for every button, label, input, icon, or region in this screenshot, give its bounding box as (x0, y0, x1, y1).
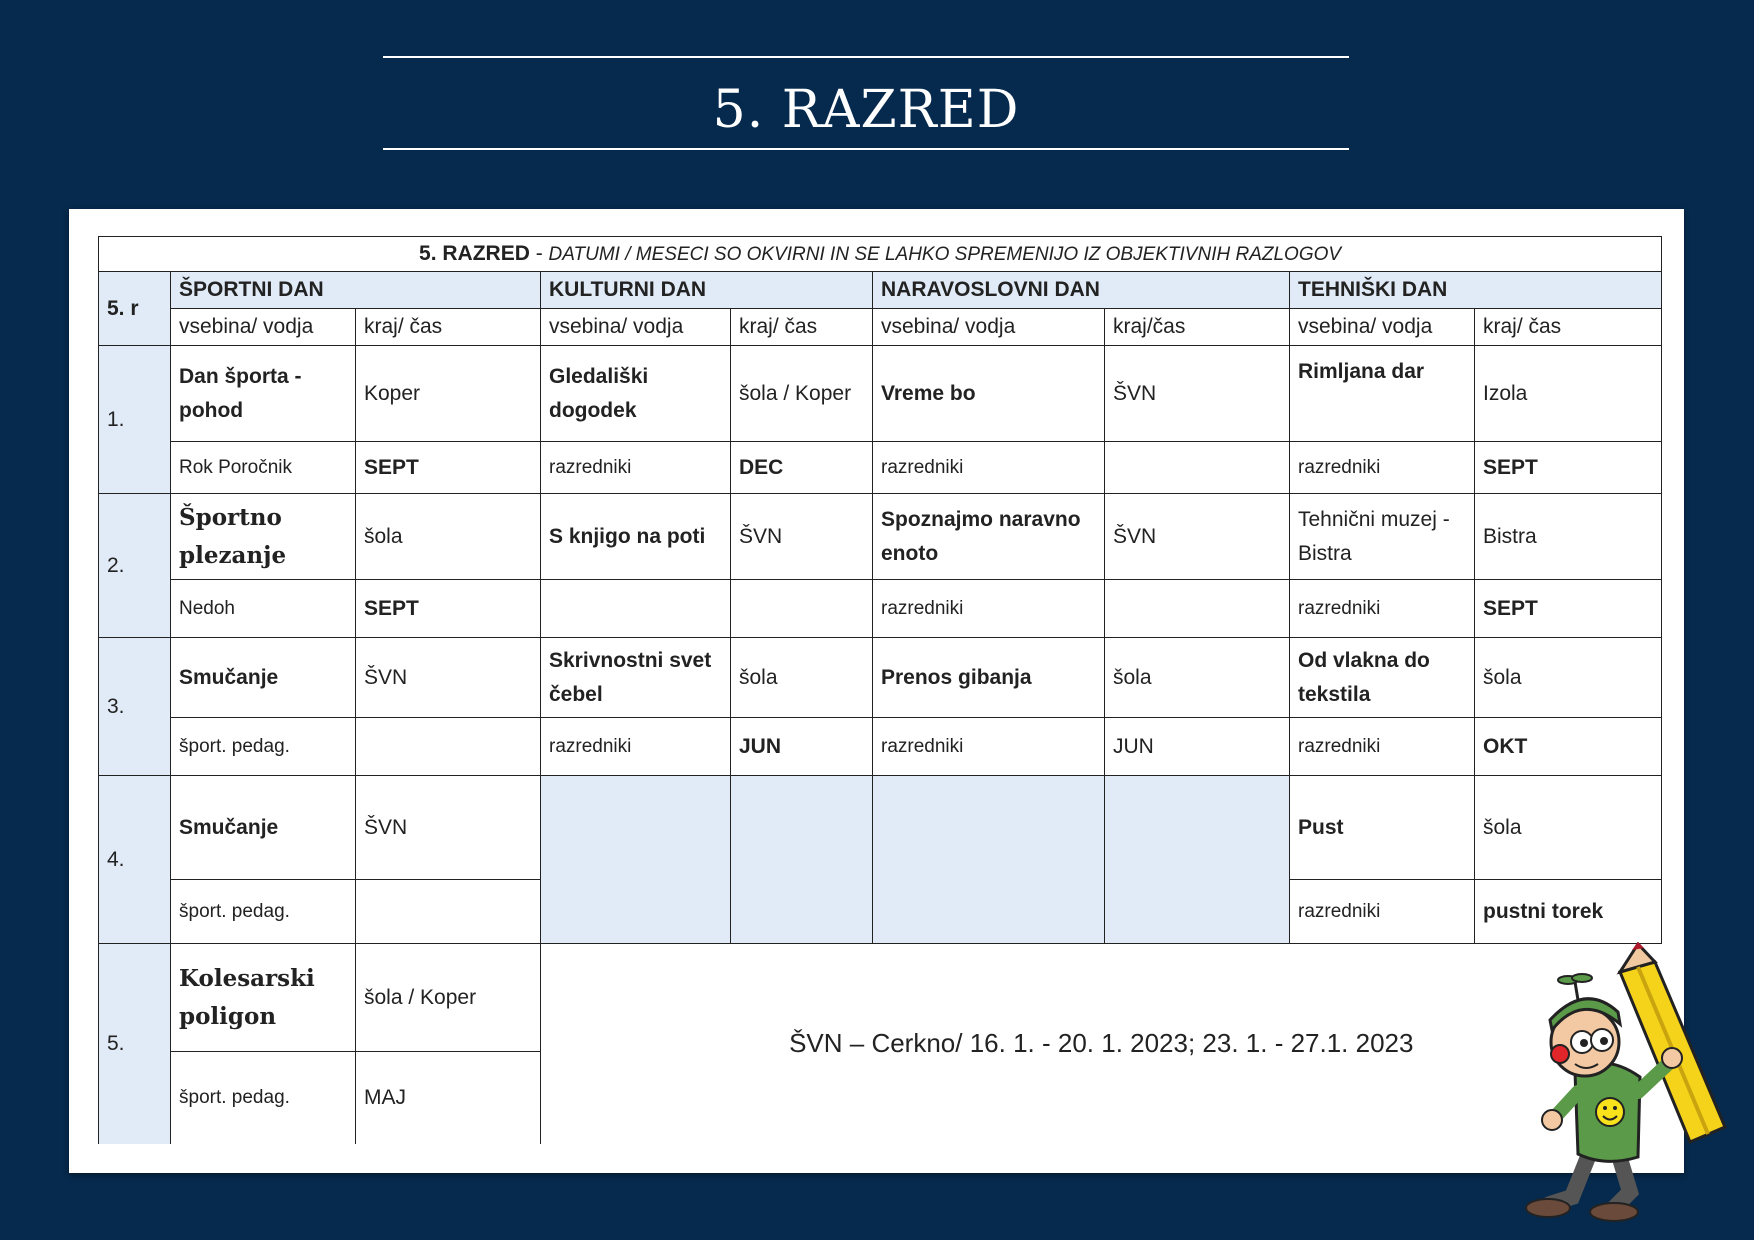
table-row (99, 580, 1662, 638)
row-number: 1. (99, 346, 171, 494)
event-time: JUN (1105, 718, 1290, 776)
event-time: SEPT (1475, 580, 1662, 638)
subheader: kraj/ čas (356, 309, 541, 346)
table-row (99, 776, 1662, 880)
event-time (731, 580, 873, 638)
event-leader: Rok Poročnik (171, 442, 356, 494)
event-leader: razredniki (873, 718, 1105, 776)
empty-cell (541, 776, 731, 944)
event-place: šola (1105, 638, 1290, 718)
event-title: Prenos gibanja (873, 638, 1105, 718)
empty-cell (731, 776, 873, 944)
event-place: ŠVN (731, 494, 873, 580)
event-leader: razredniki (1290, 442, 1475, 494)
title-rule-top (383, 56, 1349, 58)
schedule-table (98, 236, 1662, 1144)
event-leader: Nedoh (171, 580, 356, 638)
event-title: S knjigo na poti (541, 494, 731, 580)
event-time: DEC (731, 442, 873, 494)
event-title: Spoznajmo naravno enoto (873, 494, 1105, 580)
subheader-row (99, 309, 1662, 346)
event-leader: razredniki (541, 442, 731, 494)
event-title: Rimljana dar (1290, 346, 1475, 442)
event-leader: razredniki (541, 718, 731, 776)
event-title: Kolesarski poligon (171, 944, 356, 1052)
row-number: 2. (99, 494, 171, 638)
table-row (99, 638, 1662, 718)
event-title: Skrivnostni svet čebel (541, 638, 731, 718)
row-number: 5. (99, 944, 171, 1144)
table-caption-row (99, 237, 1662, 272)
event-leader: razredniki (873, 580, 1105, 638)
event-place: šola (731, 638, 873, 718)
event-leader (541, 580, 731, 638)
event-place: ŠVN (1105, 346, 1290, 442)
event-time (1105, 442, 1290, 494)
event-leader: razredniki (873, 442, 1105, 494)
event-title: Smučanje (171, 776, 356, 880)
group-culture: KULTURNI DAN (541, 272, 873, 309)
subheader: vsebina/ vodja (1290, 309, 1475, 346)
subheader: kraj/ čas (731, 309, 873, 346)
event-place: šola / Koper (356, 944, 541, 1052)
event-time (1105, 580, 1290, 638)
event-place: ŠVN (356, 638, 541, 718)
caption-note: DATUMI / MESECI SO OKVIRNI IN SE LAHKO SPREMENIJO IZ OBJEKTIVNIH RAZLOGOV (548, 244, 1342, 265)
caption-main: 5. RAZRED (419, 242, 530, 265)
event-place: šola (356, 494, 541, 580)
page-title: 5. RAZRED (712, 80, 1020, 140)
event-place: Koper (356, 346, 541, 442)
schedule-sheet (69, 209, 1684, 1173)
table-row (99, 494, 1662, 580)
event-leader: razredniki (1290, 880, 1475, 944)
event-title: Vreme bo (873, 346, 1105, 442)
event-time (356, 718, 541, 776)
table-row (99, 718, 1662, 776)
event-time: SEPT (356, 442, 541, 494)
event-place: šola / Koper (731, 346, 873, 442)
table-caption (99, 237, 1662, 272)
subheader: kraj/čas (1105, 309, 1290, 346)
subheader: vsebina/ vodja (541, 309, 731, 346)
event-place: šola (1475, 776, 1662, 880)
group-technical: TEHNIŠKI DAN (1290, 272, 1662, 309)
subheader: vsebina/ vodja (171, 309, 356, 346)
event-title: Pust (1290, 776, 1475, 880)
event-place: ŠVN (356, 776, 541, 880)
event-place: Bistra (1475, 494, 1662, 580)
empty-cell (1105, 776, 1290, 944)
row-number: 3. (99, 638, 171, 776)
event-time: MAJ (356, 1052, 541, 1144)
event-place: ŠVN (1105, 494, 1290, 580)
event-title: Tehnični muzej - Bistra (1290, 494, 1475, 580)
event-leader: šport. pedag. (171, 718, 356, 776)
event-place: Izola (1475, 346, 1662, 442)
corner-cell: 5. r (99, 272, 171, 346)
subheader: vsebina/ vodja (873, 309, 1105, 346)
event-time: OKT (1475, 718, 1662, 776)
table-row (99, 346, 1662, 442)
event-title: Dan športa - pohod (171, 346, 356, 442)
group-sport: ŠPORTNI DAN (171, 272, 541, 309)
event-place: šola (1475, 638, 1662, 718)
empty-cell (873, 776, 1105, 944)
pencil-mascot-icon (1520, 942, 1740, 1222)
row-number: 4. (99, 776, 171, 944)
event-title: Smučanje (171, 638, 356, 718)
event-time: pustni torek (1475, 880, 1662, 944)
title-rule-bottom (383, 148, 1349, 150)
group-science: NARAVOSLOVNI DAN (873, 272, 1290, 309)
group-header-row (99, 272, 1662, 309)
event-time: SEPT (1475, 442, 1662, 494)
svn-note: ŠVN – Cerkno/ 16. 1. - 20. 1. 2023; 23. 1. - 27.1. 2023 (541, 944, 1662, 1144)
event-leader: razredniki (1290, 718, 1475, 776)
event-title: Od vlakna do tekstila (1290, 638, 1475, 718)
subheader: kraj/ čas (1475, 309, 1662, 346)
table-row (99, 442, 1662, 494)
event-time: SEPT (356, 580, 541, 638)
caption-separator: - (529, 242, 549, 265)
event-title: Gledališki dogodek (541, 346, 731, 442)
event-time: JUN (731, 718, 873, 776)
event-leader: šport. pedag. (171, 880, 356, 944)
event-title: Športno plezanje (171, 494, 356, 580)
table-row (99, 944, 1662, 1052)
event-time (356, 880, 541, 944)
event-leader: razredniki (1290, 580, 1475, 638)
event-leader: šport. pedag. (171, 1052, 356, 1144)
